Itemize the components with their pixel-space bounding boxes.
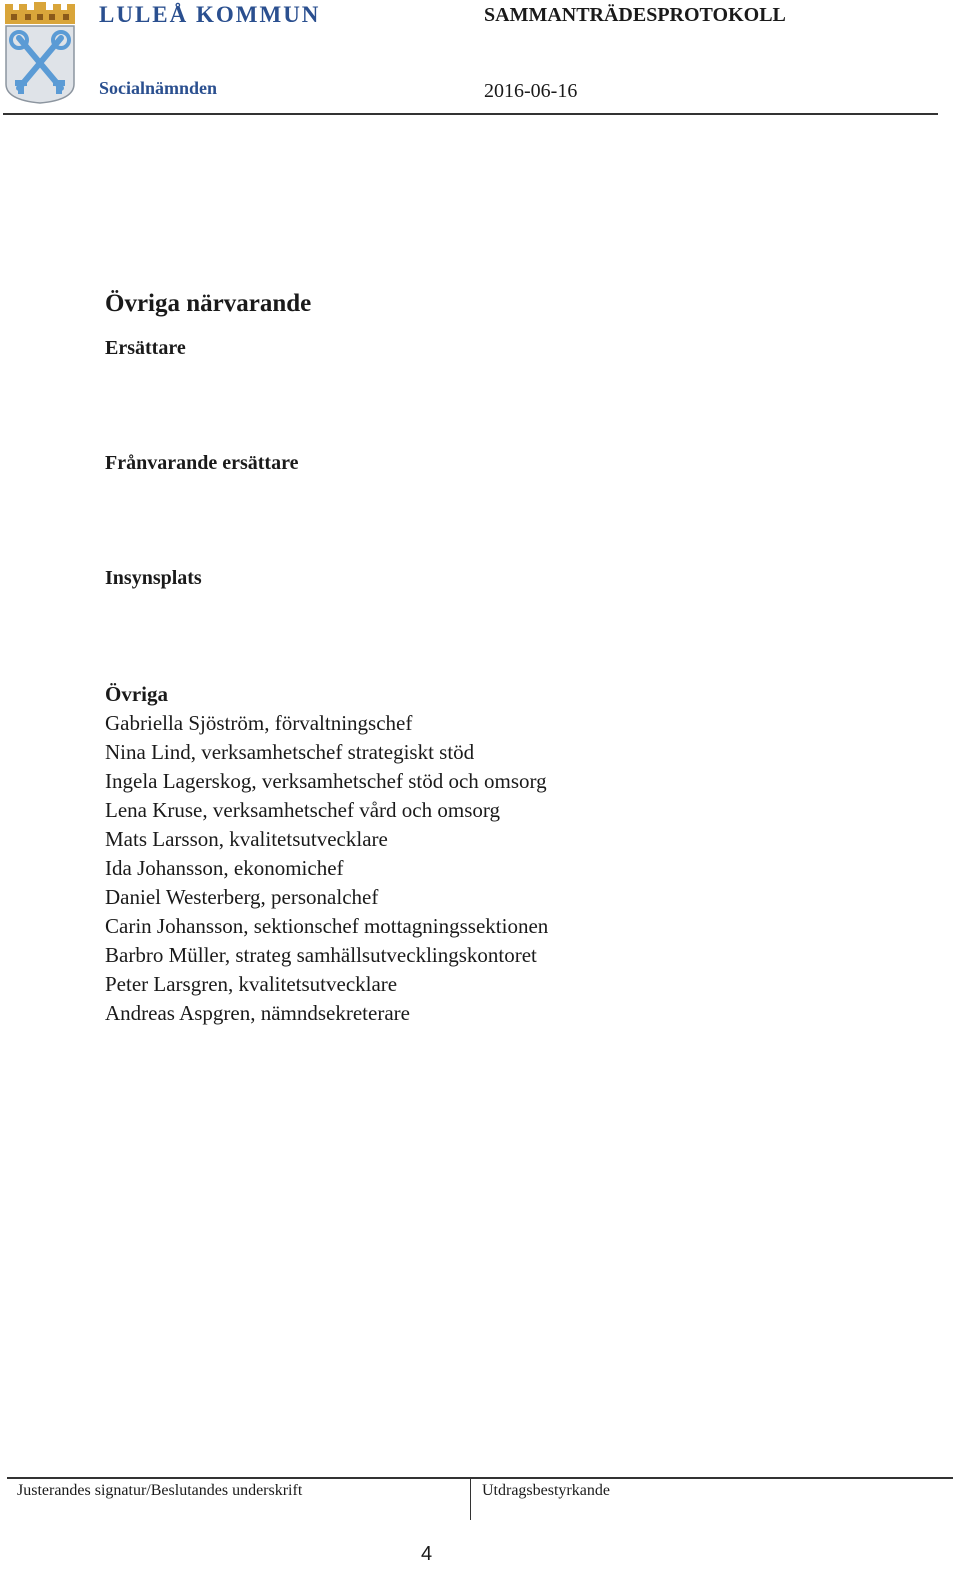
list-item: Carin Johansson, sektionschef mottagningssektionen [105, 914, 549, 938]
footer-divider [7, 1477, 953, 1479]
list-item: Nina Lind, verksamhetschef strategiskt stöd [105, 740, 475, 764]
document-date: 2016-06-16 [484, 80, 578, 102]
list-item: Daniel Westerberg, personalchef [105, 885, 379, 909]
header-divider [3, 113, 938, 115]
signature-label: Justerandes signatur/Beslutandes underskrift [17, 1482, 303, 1499]
section-heading-others: Övriga [105, 682, 168, 706]
others-list [105, 709, 548, 1028]
page-title: Övriga närvarande [105, 290, 312, 317]
document-type: SAMMANTRÄDESPROTOKOLL [484, 4, 786, 26]
footer-column-divider [470, 1478, 471, 1520]
list-item: Andreas Aspgren, nämndsekreterare [105, 1001, 410, 1025]
list-item: Barbro Müller, strateg samhällsutvecklingskontoret [105, 943, 537, 967]
list-item: Peter Larsgren, kvalitetsutvecklare [105, 972, 398, 996]
list-item: Gabriella Sjöström, förvaltningschef [105, 711, 413, 735]
coat-of-arms-logo [3, 2, 77, 104]
section-heading-absent-substitutes: Frånvarande ersättare [105, 452, 299, 474]
list-item: Ida Johansson, ekonomichef [105, 856, 344, 880]
organization-name: LULEÅ KOMMUN [99, 2, 321, 27]
list-item: Ingela Lagerskog, verksamhetschef stöd och omsorg [105, 769, 547, 793]
section-heading-substitutes: Ersättare [105, 337, 186, 359]
section-heading-observer-seat: Insynsplats [105, 567, 202, 589]
lulea-coat-of-arms-icon [3, 2, 77, 104]
department-name: Socialnämnden [99, 78, 218, 98]
certification-label: Utdragsbestyrkande [482, 1482, 610, 1499]
list-item: Lena Kruse, verksamhetschef vård och omsorg [105, 798, 500, 822]
others-section [105, 680, 548, 1028]
page-number: 4 [421, 1543, 433, 1565]
list-item: Mats Larsson, kvalitetsutvecklare [105, 827, 388, 851]
